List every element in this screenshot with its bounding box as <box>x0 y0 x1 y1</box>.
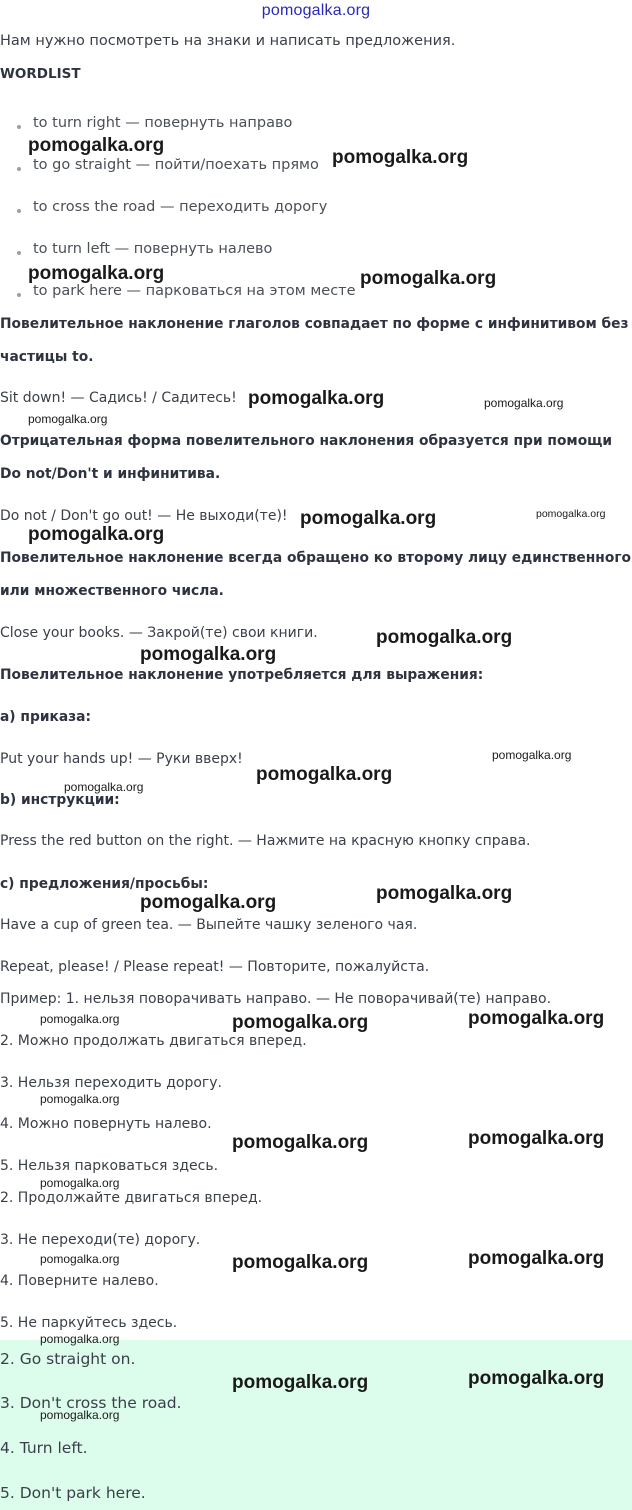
example-text: Do not / Don't go out! — Не выходи(те)! <box>0 508 288 524</box>
bullet-icon <box>17 167 21 171</box>
watermark: pomogalka.org <box>40 1252 120 1266</box>
list-item: to go straight — пойти/поехать прямо <box>33 157 319 173</box>
watermark: pomogalka.org <box>376 627 513 648</box>
example-text: Have a cup of green tea. — Выпейте чашку зеленого чая. <box>0 917 418 933</box>
task-line: 4. Поверните налево. <box>0 1273 159 1289</box>
watermark: pomogalka.org <box>468 1128 605 1149</box>
task-line: 5. Не паркуйтесь здесь. <box>0 1315 178 1331</box>
list-item: to park here — парковаться на этом месте <box>33 283 356 299</box>
watermark: pomogalka.org <box>332 147 469 168</box>
task-example: Пример: 1. нельзя поворачивать направо. — Не поворачивай(те) направо. <box>0 991 552 1007</box>
watermark: pomogalka.org <box>40 1332 120 1346</box>
subheading: c) предложения/просьбы: <box>0 876 209 892</box>
watermark: pomogalka.org <box>232 1252 369 1273</box>
watermark: pomogalka.org <box>40 1408 120 1422</box>
watermark: pomogalka.org <box>40 1092 120 1106</box>
rule-text: или множественного числа. <box>0 583 224 599</box>
answer-line: 2. Go straight on. <box>0 1350 136 1368</box>
subheading: a) приказа: <box>0 709 92 725</box>
example-text: Close your books. — Закрой(те) свои книги. <box>0 625 318 641</box>
watermark: pomogalka.org <box>300 508 437 529</box>
task-line: 2. Можно продолжать двигаться вперед. <box>0 1033 307 1049</box>
watermark: pomogalka.org <box>468 1368 605 1389</box>
watermark: pomogalka.org <box>28 524 165 545</box>
task-line: 4. Можно повернуть налево. <box>0 1116 212 1132</box>
answer-line: 4. Turn left. <box>0 1439 88 1457</box>
task-line: 3. Нельзя переходить дорогу. <box>0 1075 223 1091</box>
watermark: pomogalka.org <box>492 748 572 762</box>
wordlist-title: WORDLIST <box>0 66 81 82</box>
watermark: pomogalka.org <box>248 388 385 409</box>
task-line: 2. Продолжайте двигаться вперед. <box>0 1190 263 1206</box>
rule-text: частицы to. <box>0 349 94 365</box>
list-item: to turn left — повернуть налево <box>33 241 273 257</box>
task-line: 3. Не переходи(те) дорогу. <box>0 1232 201 1248</box>
watermark: pomogalka.org <box>536 508 606 520</box>
example-text: Press the red button on the right. — Нажмите на красную кнопку справа. <box>0 833 531 849</box>
rule-text: Повелительное наклонение глаголов совпадает по форме с инфинитивом без <box>0 316 629 332</box>
watermark: pomogalka.org <box>140 892 277 913</box>
site-header-link[interactable]: pomogalka.org <box>261 2 371 19</box>
watermark: pomogalka.org <box>232 1012 369 1033</box>
example-text: Put your hands up! — Руки вверх! <box>0 751 243 767</box>
subheading: b) инструкции: <box>0 792 120 808</box>
bullet-icon <box>17 125 21 129</box>
bullet-icon <box>17 293 21 297</box>
watermark: pomogalka.org <box>28 263 165 284</box>
task-line: 5. Нельзя парковаться здесь. <box>0 1158 219 1174</box>
list-item: to cross the road — переходить дорогу <box>33 199 328 215</box>
bullet-icon <box>17 209 21 213</box>
watermark: pomogalka.org <box>64 780 144 794</box>
watermark: pomogalka.org <box>28 135 165 156</box>
watermark: pomogalka.org <box>360 268 497 289</box>
rule-text: Повелительное наклонение всегда обращено ко второму лицу единственного <box>0 550 632 566</box>
rule-text: Do not/Don't и инфинитива. <box>0 466 221 482</box>
rule-text: Отрицательная форма повелительного наклонения образуется при помощи <box>0 433 613 449</box>
watermark: pomogalka.org <box>28 412 108 426</box>
watermark: pomogalka.org <box>232 1132 369 1153</box>
watermark: pomogalka.org <box>376 883 513 904</box>
intro-text: Нам нужно посмотреть на знаки и написать предложения. <box>0 33 456 49</box>
example-text: Repeat, please! / Please repeat! — Повторите, пожалуйста. <box>0 959 430 975</box>
watermark: pomogalka.org <box>140 644 277 665</box>
example-text: Sit down! — Садись! / Садитесь! <box>0 390 237 406</box>
watermark: pomogalka.org <box>232 1372 369 1393</box>
watermark: pomogalka.org <box>256 764 393 785</box>
watermark: pomogalka.org <box>484 396 564 410</box>
answer-line: 3. Don't cross the road. <box>0 1394 182 1412</box>
watermark: pomogalka.org <box>40 1176 120 1190</box>
answers-box <box>0 1340 632 1510</box>
watermark: pomogalka.org <box>468 1248 605 1269</box>
answer-line: 5. Don't park here. <box>0 1484 146 1502</box>
watermark: pomogalka.org <box>40 1012 120 1026</box>
watermark: pomogalka.org <box>468 1008 605 1029</box>
rule-text: Повелительное наклонение употребляется для выражения: <box>0 667 484 683</box>
bullet-icon <box>17 251 21 255</box>
list-item: to turn right — повернуть направо <box>33 115 293 131</box>
